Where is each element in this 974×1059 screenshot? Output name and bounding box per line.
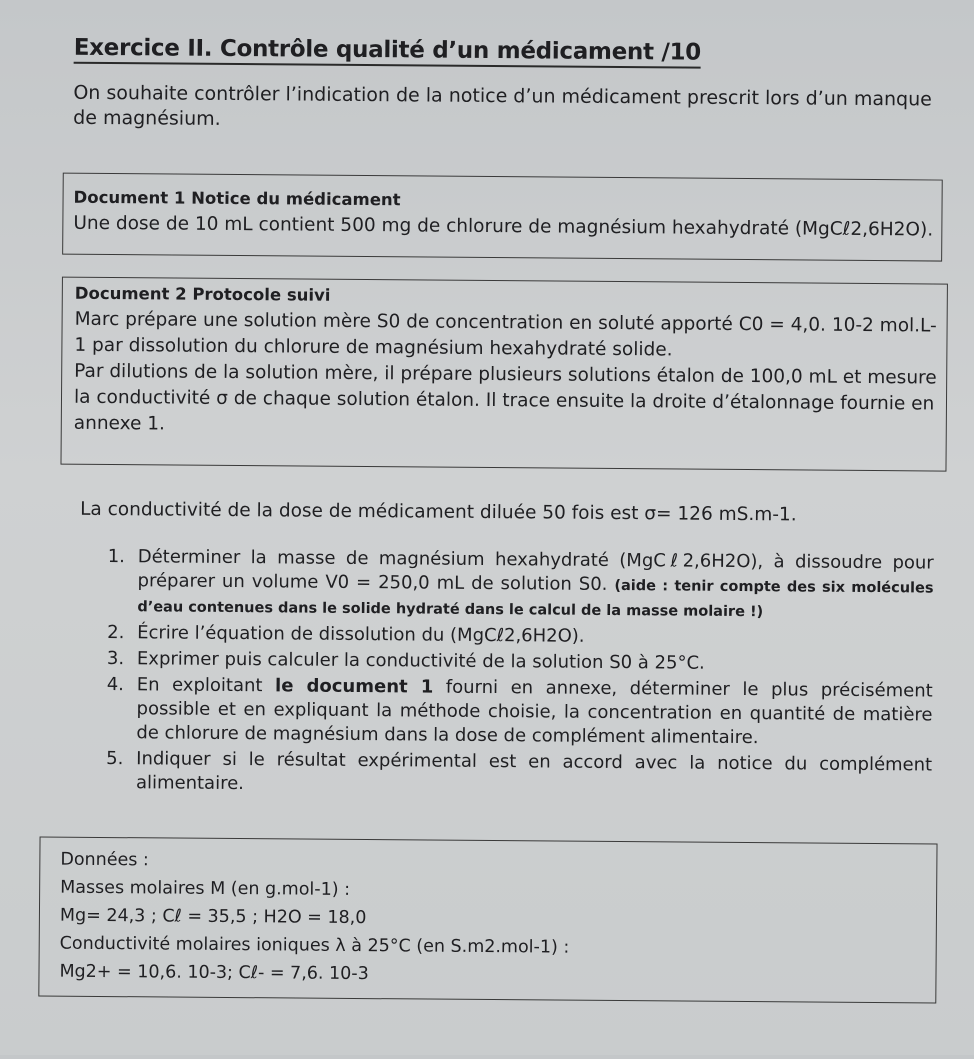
question-list <box>106 545 934 803</box>
conductivity-statement: La conductivité de la dose de médicament diluée 50 fois est σ= 126 mS.m-1. <box>80 498 797 526</box>
question-item <box>107 647 933 677</box>
document-1-box <box>62 173 943 262</box>
exercise-intro: On souhaite contrôler l’indication de la notice d’un médicament prescrit lors d’un manque de magnésium. <box>73 81 932 130</box>
question-number: 2. <box>107 622 125 644</box>
ionic-conductivity-values: Mg2+ = 10,6. 10-3; Cℓ- = 7,6. 10-3 <box>59 961 369 985</box>
molar-masses-title: Masses molaires M (en g.mol-1) : <box>60 877 351 900</box>
exercise-title: Exercice II. Contrôle qualité d’un médicament /10 <box>74 35 701 69</box>
document-2-paragraph-2: Par dilutions de la solution mère, il prépare plusieurs solutions étalon de 100,0 mL et mesure la conductivité σ de chaque solution étalon. Il trace ensuite la droite d’étalonnage fournie en annexe 1. <box>73 360 937 435</box>
question-text: Déterminer la masse de magnésium hexahydraté (MgCℓ2,6H2O), à dissoudre pour préparer un volume V0 = 250,0 mL de solution S0. <box>137 546 934 595</box>
question-hint: (aide : tenir compte des six molécules d’eau contenues dans le solide hydraté dans le calcul de la masse molaire !) <box>137 578 934 621</box>
question-item <box>107 621 933 651</box>
question-number: 1. <box>107 546 126 568</box>
question-number: 4. <box>106 674 125 696</box>
question-number: 5. <box>106 748 124 770</box>
document-2-paragraph-1: Marc prépare une solution mère S0 de concentration en soluté apporté C0 = 4,0. 10-2 mol.L-1 par dissolution du chlorure de magnésium hexahydraté solide. <box>74 308 937 361</box>
document-1-title: Document 1 Notice du médicament <box>73 187 401 210</box>
question-item <box>106 747 932 801</box>
question-item <box>107 545 934 625</box>
question-text: fourni en annexe, déterminer le plus précisément possible et en expliquant la méthode choisie, la concentration en quantité de matière de chlorure de magnésium dans la dose de complément alimentaire. <box>136 676 933 749</box>
document-2-box <box>60 277 947 472</box>
data-heading: Données : <box>60 849 149 871</box>
question-text: Écrire l’équation de dissolution du (MgCℓ2,6H2O). <box>137 622 585 647</box>
question-emphasis: le document 1 <box>274 675 434 698</box>
data-box <box>38 836 937 1003</box>
question-text: Exprimer puis calculer la conductivité de la solution S0 à 25°C. <box>136 648 705 674</box>
question-text: Indiquer si le résultat expérimental est en accord avec la notice du complément alimentaire. <box>135 748 933 795</box>
question-text-lead: En exploitant <box>136 674 263 697</box>
question-number: 3. <box>106 648 125 670</box>
document-1-text: Une dose de 10 mL contient 500 mg de chlorure de magnésium hexahydraté (MgCℓ2,6H2O). <box>73 212 934 241</box>
ionic-conductivity-title: Conductivité molaires ioniques λ à 25°C (en S.m2.mol-1) : <box>59 933 570 958</box>
molar-masses-values: Mg= 24,3 ; Cℓ = 35,5 ; H2O = 18,0 <box>59 905 367 929</box>
document-2-title: Document 2 Protocole suivi <box>74 283 331 305</box>
question-item <box>106 673 933 751</box>
